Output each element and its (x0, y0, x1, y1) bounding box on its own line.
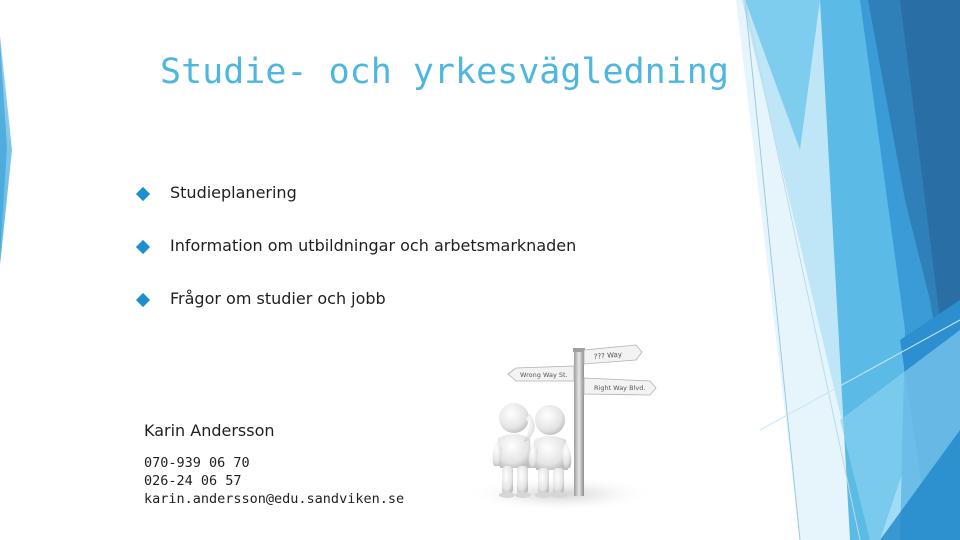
bullet-item (138, 183, 576, 236)
sign-left-label: Wrong Way St. (520, 371, 568, 379)
sign-top-label: ??? Way (593, 350, 623, 361)
contact-phone-1: 070-939 06 70 (144, 455, 250, 471)
contact-details (144, 454, 404, 508)
contact-email[interactable]: karin.andersson@edu.sandviken.se (144, 491, 405, 507)
bullet-list (138, 183, 576, 342)
bullet-text: Information om utbildningar och arbetsmarknaden (170, 236, 577, 255)
sign-right-label: Right Way Blvd. (594, 384, 646, 392)
contact-phone-2: 026-24 06 57 (144, 473, 242, 489)
bullet-item (138, 236, 576, 289)
diamond-bullet-icon (136, 240, 150, 254)
bullet-text: Frågor om studier och jobb (170, 289, 386, 308)
diamond-bullet-icon (136, 293, 150, 307)
contact-name: Karin Andersson (144, 421, 275, 440)
signpost-figures-image (460, 338, 660, 518)
diamond-bullet-icon (136, 187, 150, 201)
bullet-item (138, 289, 576, 342)
bullet-text: Studieplanering (170, 183, 297, 202)
slide-title: Studie- och yrkesvägledning (160, 52, 729, 92)
